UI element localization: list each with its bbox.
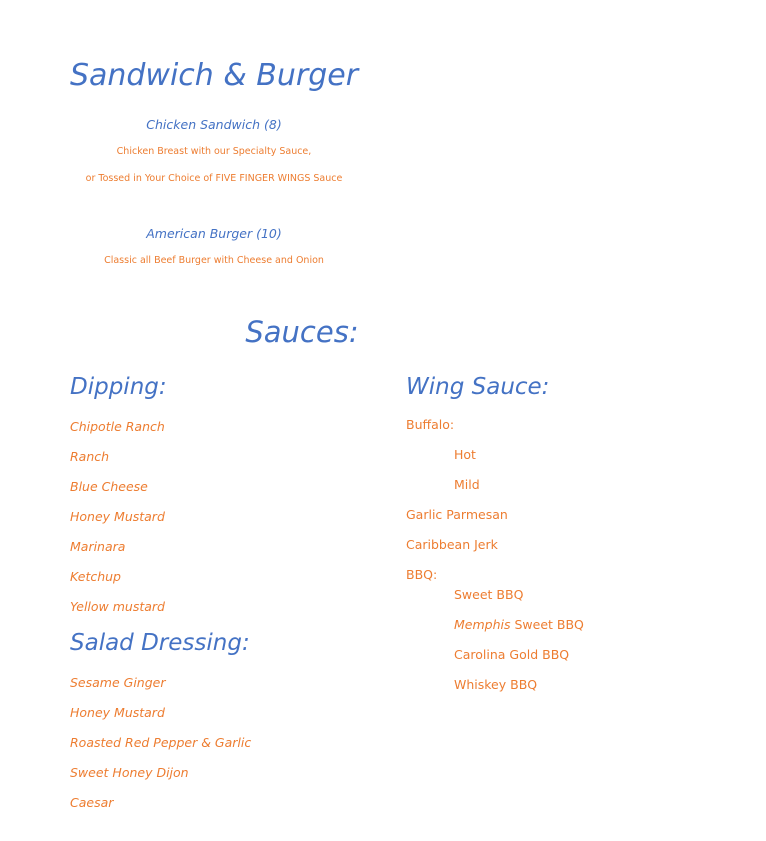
list-item: Honey Mustard — [70, 509, 165, 524]
list-item: Buffalo: — [406, 417, 455, 432]
dipping-heading: Dipping: — [70, 374, 167, 400]
list-item: Caribbean Jerk — [406, 537, 498, 552]
menu-item-description: Classic all Beef Burger with Cheese and Onion — [104, 255, 324, 266]
wing-sauce-heading: Wing Sauce: — [406, 374, 550, 400]
wing-sauce-list — [406, 417, 584, 707]
list-item: Chipotle Ranch — [70, 419, 165, 434]
list-item: Roasted Red Pepper & Garlic — [70, 735, 252, 750]
list-item: Sweet Honey Dijon — [70, 765, 189, 780]
list-item: Carolina Gold BBQ — [454, 647, 570, 662]
menu-item-name: Chicken Sandwich (8) — [146, 117, 282, 132]
list-item: Whiskey BBQ — [454, 677, 538, 692]
menu-item-name: American Burger (10) — [146, 226, 282, 241]
list-item — [406, 617, 584, 647]
section-title-sandwich-burger: Sandwich & Burger — [69, 58, 359, 93]
menu-item-description: Chicken Breast with our Specialty Sauce, — [116, 146, 312, 157]
menu-item-description: or Tossed in Your Choice of FIVE FINGER WINGS Sauce — [85, 173, 343, 184]
salad-dressing-heading: Salad Dressing: — [70, 630, 250, 656]
list-item: Honey Mustard — [70, 705, 165, 720]
salad-dressing-list — [70, 675, 251, 825]
list-item: Hot — [454, 447, 476, 462]
list-item: Mild — [454, 477, 480, 492]
dipping-list — [70, 419, 165, 629]
list-item: Ketchup — [70, 569, 121, 584]
list-item: Yellow mustard — [70, 599, 165, 614]
section-title-sauces: Sauces: — [245, 315, 359, 349]
list-item: Blue Cheese — [70, 479, 148, 494]
memphis-label: Memphis — [454, 617, 511, 632]
list-item: Sweet BBQ — [454, 587, 524, 602]
list-item: Garlic Parmesan — [406, 507, 508, 522]
list-item: Marinara — [70, 539, 126, 554]
list-item: Sesame Ginger — [70, 675, 166, 690]
memphis-suffix: Sweet BBQ — [510, 617, 584, 632]
list-item: Ranch — [70, 449, 110, 464]
list-item: BBQ: — [406, 567, 438, 582]
list-item: Caesar — [70, 795, 114, 810]
